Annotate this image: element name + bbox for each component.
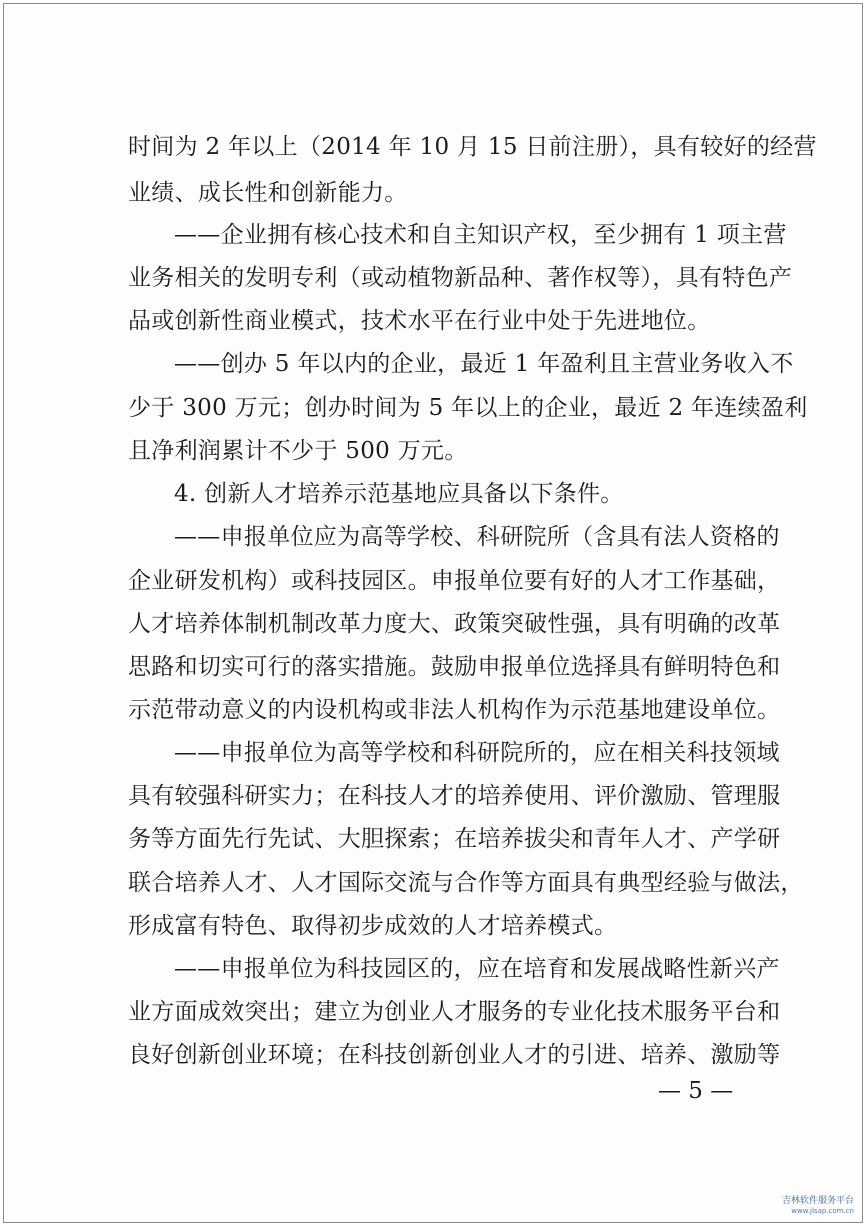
watermark-title: 吉林软件服务平台	[781, 1196, 854, 1206]
text-line: 人才培养体制机制改革力度大、政策突破性强，具有明确的改革	[128, 611, 781, 637]
text-line: 品或创新性商业模式，技术水平在行业中处于先进地位。	[128, 308, 711, 334]
text-line: 形成富有特色、取得初步成效的人才培养模式。	[128, 913, 618, 939]
site-watermark	[782, 1196, 854, 1216]
text-line: 示范带动意义的内设机构或非法人机构作为示范基地建设单位。	[128, 697, 781, 723]
text-line: 业方面成效突出；建立为创业人才服务的专业化技术服务平台和	[128, 999, 781, 1025]
text-line: 业绩、成长性和创新能力。	[128, 180, 408, 206]
text-line: 良好创新创业环境；在科技创新创业人才的引进、培养、激励等	[128, 1042, 781, 1068]
text-line: ——创办 5 年以内的企业，最近 1 年盈利且主营业务收入不	[174, 351, 794, 377]
section-heading: 4. 创新人才培养示范基地应具备以下条件。	[174, 481, 624, 507]
document-page	[3, 3, 863, 1223]
text-line: ——申报单位应为高等学校、科研院所（含具有法人资格的	[174, 524, 780, 550]
text-line: 且净利润累计不少于 500 万元。	[128, 438, 468, 464]
text-line: 思路和切实可行的落实措施。鼓励申报单位选择具有鲜明特色和	[128, 654, 781, 680]
text-line: ——企业拥有核心技术和自主知识产权，至少拥有 1 项主营	[174, 222, 787, 248]
text-line: 务等方面先行先试、大胆探索；在培养拔尖和青年人才、产学研	[128, 826, 781, 852]
watermark-url: www.jlsap.com.cn	[791, 1207, 854, 1215]
text-line: 少于 300 万元；创办时间为 5 年以上的企业，最近 2 年连续盈利	[128, 395, 808, 421]
text-line: 具有较强科研实力；在科技人才的培养使用、评价激励、管理服	[128, 783, 781, 809]
text-line: 时间为 2 年以上（2014 年 10 月 15 日前注册），具有较好的经营	[128, 134, 817, 160]
text-line: ——申报单位为高等学校和科研院所的，应在相关科技领域	[174, 740, 780, 766]
text-line: 业务相关的发明专利（或动植物新品种、著作权等），具有特色产	[128, 265, 793, 291]
text-line: 联合培养人才、人才国际交流与合作等方面具有典型经验与做法，	[128, 870, 804, 896]
page-number: — 5 —	[658, 1078, 734, 1104]
text-line: 企业研发机构）或科技园区。申报单位要有好的人才工作基础，	[128, 568, 781, 594]
text-line: ——申报单位为科技园区的，应在培育和发展战略性新兴产	[174, 956, 780, 982]
